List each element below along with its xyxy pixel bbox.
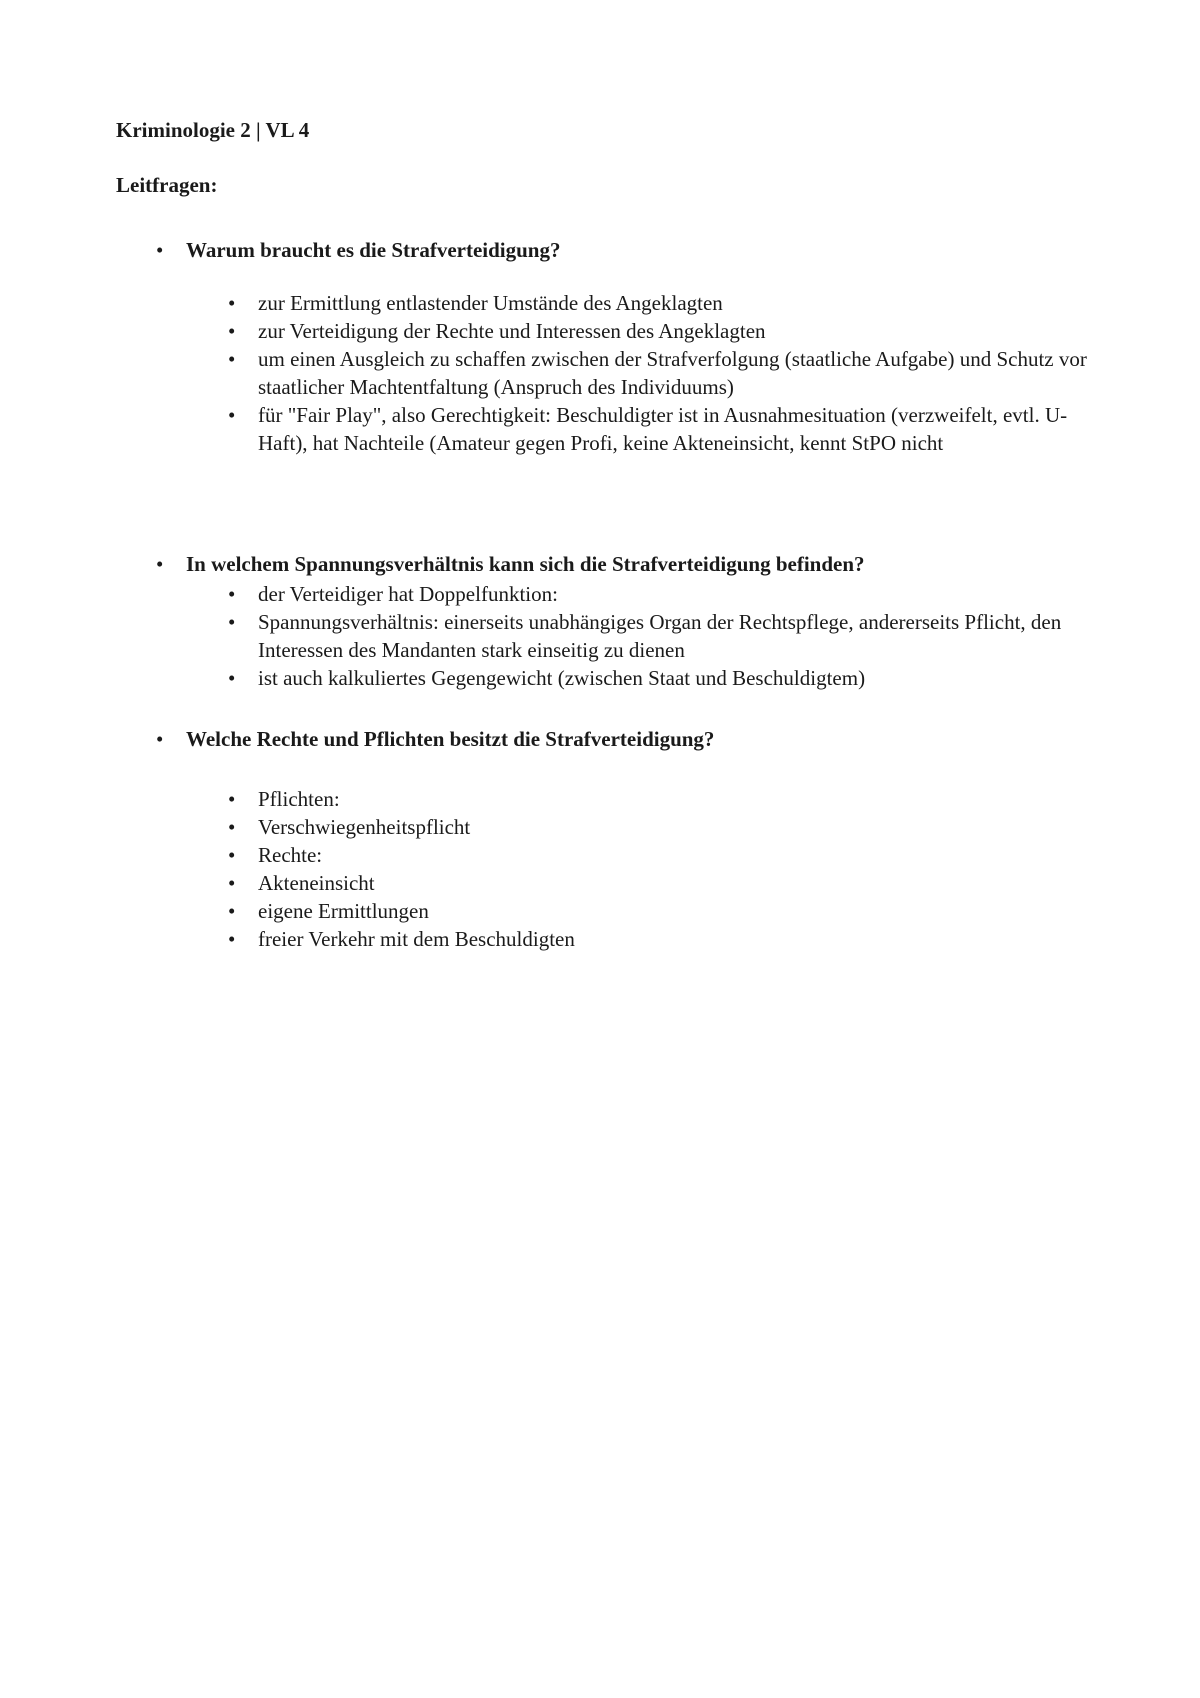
list-item-text: Pflichten: [258, 787, 340, 811]
list-item [228, 608, 1108, 664]
bullet-icon: • [228, 610, 236, 634]
list-item-text: Spannungsverhältnis: einerseits unabhängiges Organ der Rechtspflege, andererseits Pflicht, den Interessen des Mandanten stark einseitig zu dienen [258, 610, 1062, 662]
list-item [228, 664, 1108, 692]
question-3-text: Welche Rechte und Pflichten besitzt die Strafverteidigung? [186, 727, 715, 751]
list-item [228, 897, 1108, 925]
bullet-icon: • [228, 871, 236, 895]
bullet-icon: • [228, 291, 236, 315]
bullet-icon: • [228, 899, 236, 923]
list-item [228, 401, 1108, 457]
bullet-icon: • [156, 727, 164, 751]
list-item-text: für "Fair Play", also Gerechtigkeit: Beschuldigter ist in Ausnahmesituation (verzweifelt, evtl. U-Haft), hat Nachteile (Amateur gegen Profi, keine Akteneinsicht, kennt StPO nicht [258, 403, 1068, 455]
question-2-answers [228, 580, 1108, 692]
list-item [228, 317, 1108, 345]
bullet-icon: • [228, 843, 236, 867]
list-item-text: der Verteidiger hat Doppelfunktion: [258, 582, 558, 606]
bullet-icon: • [156, 552, 164, 576]
list-item [228, 869, 1108, 897]
bullet-icon: • [228, 787, 236, 811]
bullet-icon: • [228, 403, 236, 427]
question-3-answers [228, 785, 1108, 953]
bullet-icon: • [228, 319, 236, 343]
bullet-icon: • [228, 666, 236, 690]
bullet-icon: • [228, 927, 236, 951]
question-1-answers [228, 289, 1108, 457]
list-item [228, 813, 1108, 841]
list-item-text: Verschwiegenheitspflicht [258, 815, 471, 839]
question-2-text: In welchem Spannungsverhältnis kann sich die Strafverteidigung befinden? [186, 552, 865, 576]
list-item-text: freier Verkehr mit dem Beschuldigten [258, 927, 575, 951]
question-1-text: Warum braucht es die Strafverteidigung? [186, 238, 561, 262]
list-item [228, 289, 1108, 317]
list-item-text: ist auch kalkuliertes Gegengewicht (zwischen Staat und Beschuldigtem) [258, 666, 866, 690]
list-item-text: zur Verteidigung der Rechte und Interessen des Angeklagten [258, 319, 766, 343]
section-heading: Leitfragen: [116, 173, 218, 197]
list-item-text: eigene Ermittlungen [258, 899, 429, 923]
bullet-icon: • [228, 582, 236, 606]
list-item-text: Akteneinsicht [258, 871, 375, 895]
bullet-icon: • [228, 347, 236, 371]
list-item-text: Rechte: [258, 843, 323, 867]
list-item [228, 841, 1108, 869]
list-item-text: um einen Ausgleich zu schaffen zwischen der Strafverfolgung (staatliche Aufgabe) und Schutz vor staatlicher Machtentfaltung (Anspruch des Individuums) [258, 347, 1087, 399]
bullet-icon: • [156, 238, 164, 262]
list-item-text: zur Ermittlung entlastender Umstände des Angeklagten [258, 291, 723, 315]
list-item [228, 785, 1108, 813]
list-item [228, 925, 1108, 953]
list-item [228, 580, 1108, 608]
bullet-icon: • [228, 815, 236, 839]
document-title: Kriminologie 2 | VL 4 [116, 118, 310, 142]
list-item [228, 345, 1108, 401]
